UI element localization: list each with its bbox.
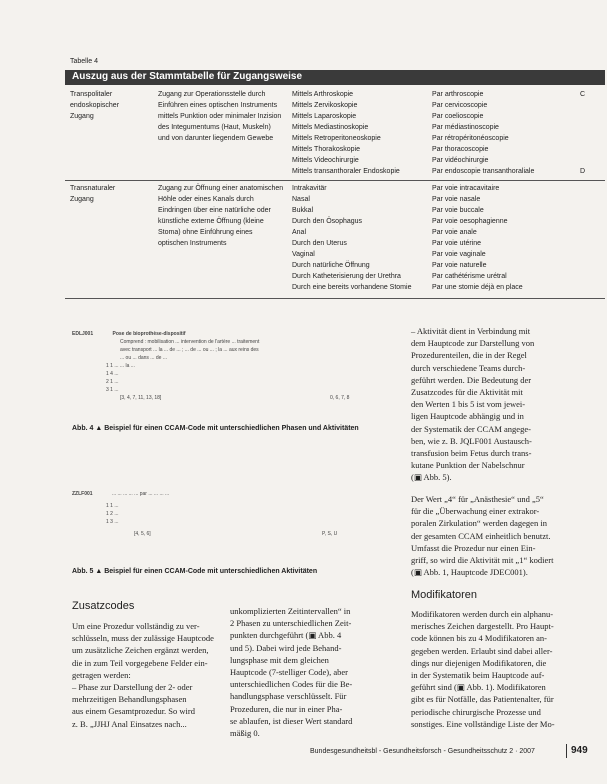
figure-5 <box>72 490 392 556</box>
figure-5-line: 1 1 ... <box>106 503 119 509</box>
figure-4-caption: Abb. 4 ▲ Beispiel für einen CCAM-Code mit unterschiedlichen Phasen und Aktivitäten <box>72 425 359 432</box>
figure-5-footer-right: P, S, U <box>322 531 338 537</box>
figure-5-line: 1 3 ... <box>106 519 119 525</box>
left-column-para-1: Um eine Prozedur vollständig zu ver- schlüsseln, muss der zulässige Hauptcode um zusätzliche Zeichen ergänzt werden, die in zum Teil vorgegebene Felder ein- getragen werden: – Phase zur Darstellung der 2- oder mehrzeitigen Behandlungsphasen aus einem Gesamtprozedur. So wird z. B. „JJHJ Anal Einsatzes nach... <box>72 621 214 729</box>
footer-divider <box>566 744 567 758</box>
figure-5-line: 1 2 ... <box>106 511 119 517</box>
row2-french-terms: Par voie intracavitaire Par voie nasale Par voie buccale Par voie oesophagienne Par voie anale Par voie utérine Par voie vaginale Par voie naturelle Par cathétérisme urétral Par une stomie déjà en place <box>432 185 523 291</box>
row1-access: Transpolitaler endoskopischer Zugang <box>70 91 120 120</box>
heading-modifikatoren: Modifikatoren <box>411 589 478 601</box>
figure-4-line: avec transport ... la ... de ... ; ... de ... ou ... ; la ... aux reins des <box>120 347 259 353</box>
row1-description: Zugang zur Operationsstelle durch Einführen eines optischen Instruments mittels Punktion oder minimaler Inzision des Integumentums (Haut, Muskeln) und von darunter liegendem Gewebe <box>158 91 282 142</box>
figure-5-header: ... ... ... ... ... par ... ... ... ... <box>111 491 170 497</box>
figure-4-line: Comprend : mobilisation ... intervention de l'artère ... traitement <box>120 339 260 345</box>
table-label: Tabelle 4 <box>70 58 99 65</box>
figure-5-footer-left: [4, 5, 6] <box>134 531 151 537</box>
figure-5-code: ZZLF001 <box>72 491 93 497</box>
figure-4-line: ... ou ... dans ... de ... <box>120 355 167 361</box>
figure-4-code: EDLJ001 <box>72 331 94 337</box>
figure-4 <box>72 330 392 422</box>
figure-4-line: 1 4 ... <box>106 371 119 377</box>
figure-4-footer-left: [3, 4, 7, 11, 13, 18] <box>120 395 162 401</box>
journal-footer: Bundesgesundheitsbl - Gesundheitsforsch - Gesundheitsschutz 2 · 2007 <box>310 748 535 755</box>
table-title: Auszug aus der Stammtabelle für Zugangsweise <box>72 71 303 82</box>
figure-4-line: 2 1 ... <box>106 379 119 385</box>
row2-german-terms: Intrakavitär Nasal Bukkal Durch den Ösophagus Anal Durch den Uterus Vaginal Durch natürliche Öffnung Durch Katheterisierung der Urethra Durch eine bereits vorhandene Stomie <box>292 185 412 291</box>
right-column-para-2: Der Wert „4“ für „Anästhesie“ und „5“ für die „Überwachung einer extrakor- poralen Zirkulation“ werden dagegen in der gesamten CCAM einheitlich benutzt. Umfasst die Prozedur nur einen Ein- griff, so wird die Aktivität mit „1“ kodiert (▣ Abb. 1, Hauptcode JDEC001). <box>411 494 554 578</box>
page-number: 949 <box>571 745 588 756</box>
row2-access: Transnaturaler Zugang <box>70 185 116 203</box>
table-bottom-rule <box>65 298 605 299</box>
right-column-para-3: Modifikatoren werden durch ein alphanu- merisches Zeichen dargestellt. Pro Haupt- code können bis zu 4 Modifikatoren an- gegeben werden. Erlaubt sind dabei aller- dings nur diejenigen Modifikatoren, die in der Systematik beim Hauptcode auf- geführt sind (▣ Abb. 1). Modifikatoren gibt es für Notfälle, das Patientenalter, für periodische chirurgische Prozesse und sonstiges. Eine vollständige Liste der Mo- <box>411 609 555 729</box>
heading-zusatzcodes: Zusatzcodes <box>72 600 135 612</box>
figure-4-line: 3 1 ... <box>106 387 119 393</box>
row1-french-terms: Par arthroscopie Par cervicoscopie Par coelioscopie Par médiastinoscopie Par rétropéritonéoscopie Par thoracoscopie Par vidéochirurgie Par endoscopie transanthoraliale <box>432 91 535 175</box>
row2-description: Zugang zur Öffnung einer anatomischen Höhle oder eines Kanals durch Eindringen über eine natürliche oder künstliche externe Öffnung (kleine Stoma) ohne Einführung eines optischen Instruments <box>158 185 284 247</box>
figure-4-footer-right: 0, 6, 7, 8 <box>330 395 350 401</box>
row1-codes: C D <box>580 91 586 175</box>
figure-5-caption: Abb. 5 ▲ Beispiel für einen CCAM-Code mit unterschiedlichen Aktivitäten <box>72 568 318 575</box>
figure-4-header: Pose de bioprothèse-dispositif <box>112 331 186 337</box>
row1-german-terms: Mittels Arthroskopie Mittels Zervikoskopie Mittels Laparoskopie Mittels Mediastinoskopie Mittels Retroperitoneoskopie Mittels Thorakoskopie Mittels Videochirurgie Mittels transanthoraler Endoskopie <box>292 91 400 175</box>
figure-4-line: 1 1 ... ... la ... <box>106 363 135 369</box>
right-column-para-1: – Aktivität dient in Verbindung mit dem Hauptcode zur Darstellung von Prozedurenteilen, die in der Regel durch verschiedene Teams durch- geführt werden. Die Bedeutung der Zusatzcodes für die Aktivität mit den Werten 1 bis 5 ist vom jewei- ligen Hauptcode abhängig und in der Systematik der CCAM angege- ben, wie z. B. JQLF001 Austausch- transfusion beim Fetus durch trans- kutane Punktion der Nabelschnur (▣ Abb. 5). <box>411 326 535 483</box>
table-row-divider <box>65 180 605 181</box>
middle-column-para-1: unkomplizierten Zeitintervallen“ in 2 Phasen zu unterschiedlichen Zeit- punkten durchgeführt (▣ Abb. 4 und 5). Dabei wird jede Behand- lungsphase mit dem gleichen Hauptcode (7-stelliger Code), aber unterschiedlichen Codes für die Be- handlungsphase verschlüsselt. Für Prozeduren, die nur in einer Pha- se ablaufen, ist dieser Wert standard mäßig 0. <box>230 606 353 739</box>
